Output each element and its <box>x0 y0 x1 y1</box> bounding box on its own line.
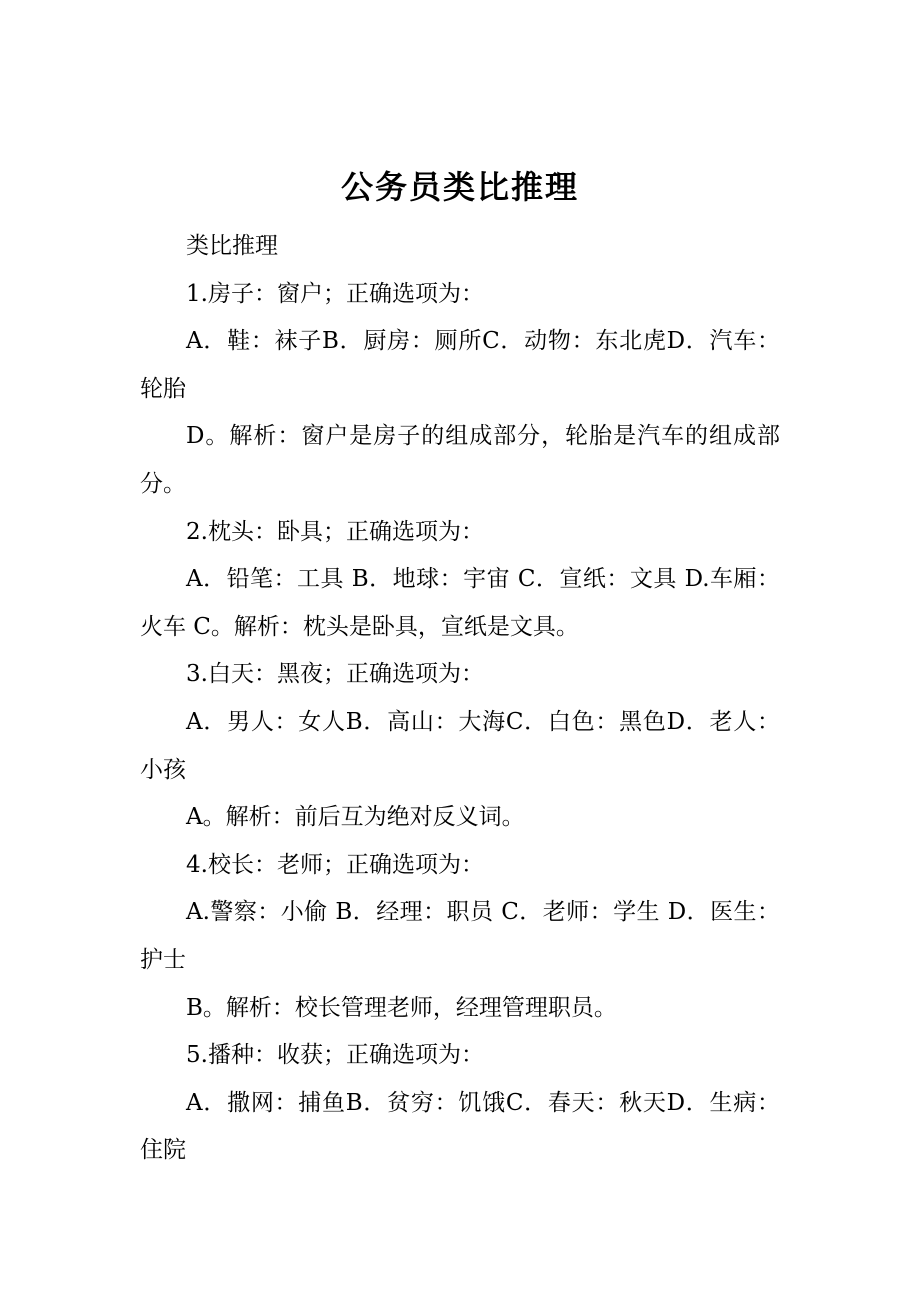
question-1: 1.房子：窗户；正确选项为： <box>186 280 484 307</box>
question-4-answer: B。解析：校长管理老师，经理管理职员。 <box>186 994 617 1021</box>
document-body <box>140 223 780 1175</box>
question-3-answer: A。解析：前后互为绝对反义词。 <box>186 804 525 831</box>
question-2-options-answer: A．铅笔：工具 B．地球：宇宙 C．宣纸：文具 D.车厢：火车 C。解析：枕头是卧具，宣纸是文具。 <box>140 566 780 640</box>
paragraph-heading: 类比推理 <box>186 233 278 259</box>
question-1-options: A．鞋：袜子B．厨房：厕所C．动物：东北虎D．汽车：轮胎 <box>140 328 780 402</box>
question-2: 2.枕头：卧具；正确选项为： <box>186 518 484 545</box>
question-1-answer: D。解析：窗户是房子的组成部分，轮胎是汽车的组成部分。 <box>140 423 780 497</box>
question-3-options: A．男人：女人B．高山：大海C．白色：黑色D．老人：小孩 <box>140 708 780 783</box>
question-4-options: A.警察：小偷 B．经理：职员 C．老师：学生 D．医生：护士 <box>140 899 780 973</box>
question-5: 5.播种：收获；正确选项为： <box>186 1042 484 1069</box>
question-3: 3.白天：黑夜；正确选项为： <box>186 661 484 688</box>
question-4: 4.校长：老师；正确选项为： <box>186 851 484 878</box>
question-5-options: A．撒网：捕鱼B．贫穷：饥饿C．春天：秋天D．生病：住院 <box>140 1089 780 1164</box>
document-title: 公务员类比推理 <box>340 168 579 207</box>
